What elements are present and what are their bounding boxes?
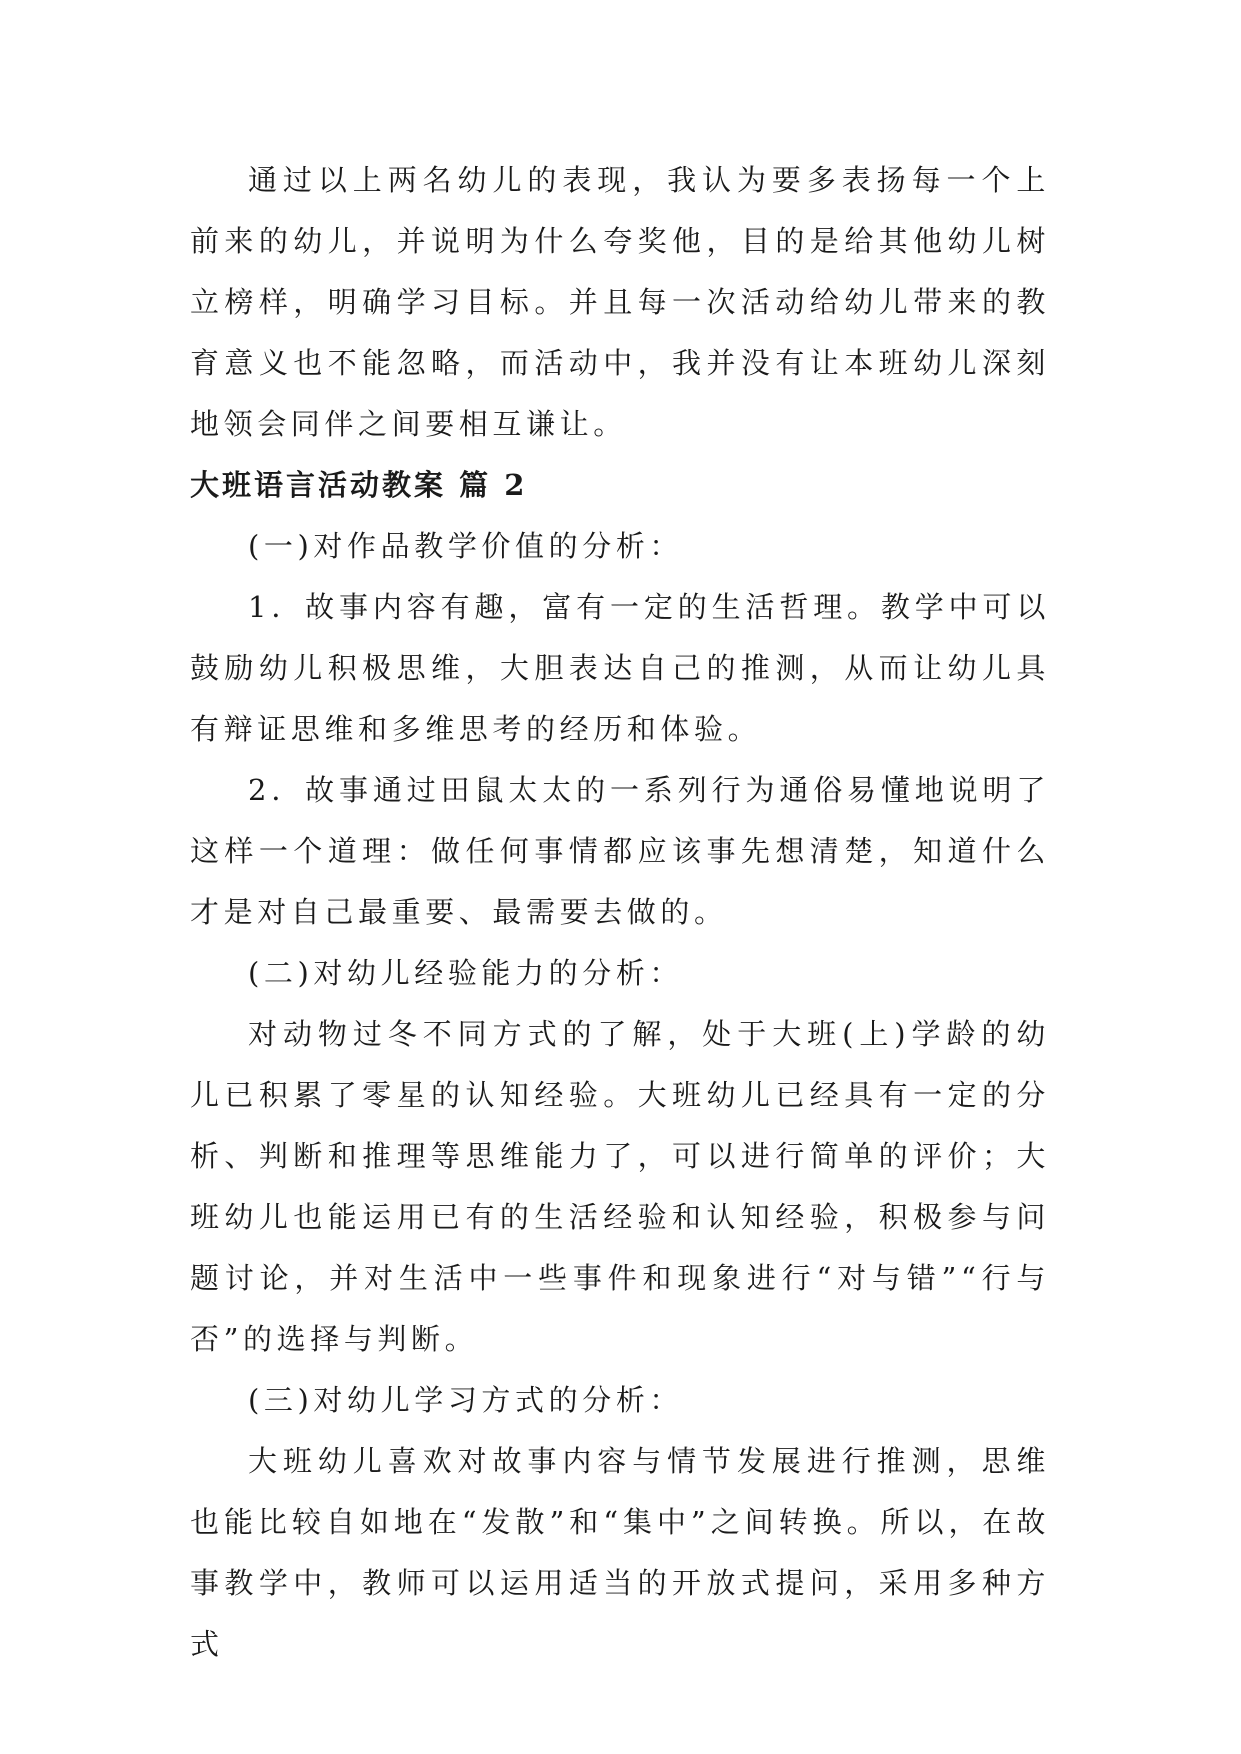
paragraph: (一)对作品教学价值的分析： bbox=[248, 529, 684, 563]
paragraph: 2．故事通过田鼠太太的一系列行为通俗易懂地说明了这样一个道理：做任何事情都应该事先想清楚，知道什么才是对自己最重要、最需要去做的。 bbox=[190, 773, 1050, 929]
paragraph: (二)对幼儿经验能力的分析： bbox=[248, 956, 684, 990]
paragraph: 大班幼儿喜欢对故事内容与情节发展进行推测，思维也能比较自如地在“发散”和“集中”之间转换。所以，在故事教学中，教师可以运用适当的开放式提问，采用多种方式 bbox=[190, 1444, 1050, 1661]
paragraph: 通过以上两名幼儿的表现，我认为要多表扬每一个上前来的幼儿，并说明为什么夸奖他，目的是给其他幼儿树立榜样，明确学习目标。并且每一次活动给幼儿带来的教育意义也不能忽略，而活动中，我并没有让本班幼儿深刻地领会同伴之间要相互谦让。 bbox=[190, 163, 1050, 441]
paragraph: (三)对幼儿学习方式的分析： bbox=[248, 1383, 684, 1417]
document-page bbox=[190, 150, 1050, 1675]
section-heading: 大班语言活动教案 篇 2 bbox=[190, 468, 528, 502]
paragraph: 1．故事内容有趣，富有一定的生活哲理。教学中可以鼓励幼儿积极思维，大胆表达自己的推测，从而让幼儿具有辩证思维和多维思考的经历和体验。 bbox=[190, 590, 1050, 746]
paragraph: 对动物过冬不同方式的了解，处于大班(上)学龄的幼儿已积累了零星的认知经验。大班幼儿已经具有一定的分析、判断和推理等思维能力了，可以进行简单的评价；大班幼儿也能运用已有的生活经验和认知经验，积极参与问题讨论，并对生活中一些事件和现象进行“对与错”“行与否”的选择与判断。 bbox=[190, 1017, 1050, 1356]
